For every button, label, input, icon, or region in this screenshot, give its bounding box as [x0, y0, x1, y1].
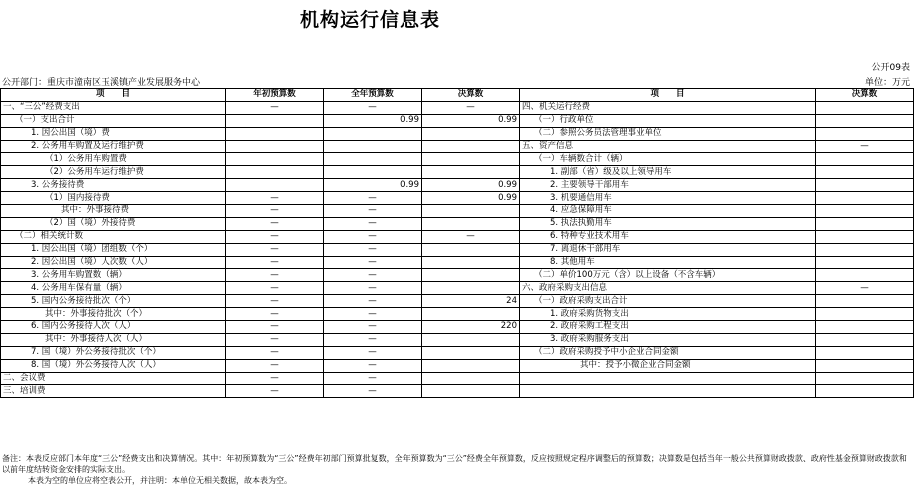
table-cell-c: [422, 359, 520, 372]
table-row: [1, 166, 914, 179]
table-cell-d: [816, 153, 914, 166]
table-cell-d: [816, 295, 914, 308]
table-cell-c: [422, 166, 520, 179]
table-cell-r: 5. 执法执勤用车: [520, 217, 816, 230]
table-cell-l: （二）相关统计数: [1, 230, 226, 243]
table-cell-c: [422, 385, 520, 398]
table-row: [1, 230, 914, 243]
table-cell-c: [422, 333, 520, 346]
table-cell-r: 六、政府采购支出信息: [520, 282, 816, 295]
table-cell-d: [816, 179, 914, 192]
table-cell-d: [816, 166, 914, 179]
table-cell-a: —: [226, 230, 324, 243]
table-row: [1, 372, 914, 385]
table-cell-c: [422, 269, 520, 282]
table-cell-l: 其中：外事接待批次（个）: [1, 308, 226, 321]
table-row: [1, 205, 914, 218]
table-cell-b: —: [324, 269, 422, 282]
table-cell-d: [816, 114, 914, 127]
table-cell-c: [422, 282, 520, 295]
table-cell-a: —: [226, 359, 324, 372]
table-cell-l: 8. 国（境）外公务接待人次（人）: [1, 359, 226, 372]
table-cell-b: —: [324, 243, 422, 256]
table-cell-b: —: [324, 321, 422, 334]
table-cell-l: （1）国内接待费: [1, 192, 226, 205]
table-cell-r: 1. 政府采购货物支出: [520, 308, 816, 321]
table-cell-l: 3. 公务接待费: [1, 179, 226, 192]
table-cell-a: —: [226, 192, 324, 205]
table-cell-l: 1. 因公出国（境）团组数（个）: [1, 243, 226, 256]
table-cell-c: [422, 346, 520, 359]
page-title: 机构运行信息表: [299, 9, 440, 31]
table-cell-c: 0.99: [422, 179, 520, 192]
table-row: [1, 192, 914, 205]
header-begin-budget: 年初预算数: [226, 89, 324, 102]
table-row: [1, 153, 914, 166]
table-cell-r: 2. 主要领导干部用车: [520, 179, 816, 192]
table-cell-c: 220: [422, 321, 520, 334]
table-cell-a: —: [226, 217, 324, 230]
table-cell-d: [816, 321, 914, 334]
table-cell-a: —: [226, 256, 324, 269]
table-row: [1, 217, 914, 230]
table-cell-l: （1）公务用车购置费: [1, 153, 226, 166]
table-cell-b: —: [324, 230, 422, 243]
table-cell-a: —: [226, 385, 324, 398]
table-row: [1, 295, 914, 308]
table-cell-b: [324, 153, 422, 166]
table-cell-c: [422, 308, 520, 321]
table-cell-d: [816, 127, 914, 140]
table-cell-a: —: [226, 333, 324, 346]
table-cell-c: 24: [422, 295, 520, 308]
department-label: 公开部门：重庆市潼南区玉溪镇产业发展服务中心: [2, 78, 201, 88]
table-cell-r: 1. 副部（省）级及以上领导用车: [520, 166, 816, 179]
table-cell-l: 一、“三公”经费支出: [1, 101, 226, 114]
table-cell-b: 0.99: [324, 114, 422, 127]
table-cell-l: 2. 因公出国（境）人次数（人）: [1, 256, 226, 269]
unit-label: 单位：万元: [864, 78, 910, 88]
table-cell-d: [816, 333, 914, 346]
table-cell-r: [520, 385, 816, 398]
table-cell-b: [324, 166, 422, 179]
table-cell-c: [422, 127, 520, 140]
table-cell-l: （一）支出合计: [1, 114, 226, 127]
table-cell-r: 2. 政府采购工程支出: [520, 321, 816, 334]
table-cell-r: 4. 应急保障用车: [520, 205, 816, 218]
table-cell-b: [324, 127, 422, 140]
table-cell-a: [226, 140, 324, 153]
table-cell-d: —: [816, 140, 914, 153]
table-cell-d: [816, 256, 914, 269]
table-cell-a: —: [226, 205, 324, 218]
table-cell-b: —: [324, 385, 422, 398]
table-cell-a: —: [226, 243, 324, 256]
table-cell-d: [816, 101, 914, 114]
table-cell-a: —: [226, 101, 324, 114]
table-cell-b: —: [324, 359, 422, 372]
header-item: 项 目: [1, 89, 226, 102]
table-cell-l: 2. 公务用车购置及运行维护费: [1, 140, 226, 153]
table-row: [1, 346, 914, 359]
table-cell-a: [226, 127, 324, 140]
table-cell-a: [226, 166, 324, 179]
table-cell-r: [520, 372, 816, 385]
table-cell-r: 3. 政府采购服务支出: [520, 333, 816, 346]
form-number: 公开09表: [871, 63, 910, 73]
table-cell-a: —: [226, 295, 324, 308]
note-line-2: 本表为空的单位应将空表公开，并注明：本单位无相关数据，故本表为空。: [28, 476, 292, 485]
table-cell-d: [816, 217, 914, 230]
table-cell-r: 3. 机要通信用车: [520, 192, 816, 205]
table-cell-l: 3. 公务用车购置数（辆）: [1, 269, 226, 282]
table-cell-r: （二）政府采购授予中小企业合同金额: [520, 346, 816, 359]
table-cell-r: 7. 离退休干部用车: [520, 243, 816, 256]
table-cell-b: —: [324, 101, 422, 114]
table-cell-r: （二）参照公务员法管理事业单位: [520, 127, 816, 140]
table-cell-c: [422, 372, 520, 385]
table-cell-a: —: [226, 346, 324, 359]
table-cell-l: 4. 公务用车保有量（辆）: [1, 282, 226, 295]
table-row: [1, 114, 914, 127]
table-cell-c: [422, 205, 520, 218]
table-cell-a: [226, 179, 324, 192]
table-cell-a: [226, 153, 324, 166]
table-cell-r: 四、机关运行经费: [520, 101, 816, 114]
table-cell-r: （二）单价100万元（含）以上设备（不含车辆）: [520, 269, 816, 282]
table-cell-d: [816, 359, 914, 372]
table-row: [1, 282, 914, 295]
operation-info-table: [0, 88, 914, 398]
table-cell-l: 二、会议费: [1, 372, 226, 385]
table-cell-a: —: [226, 308, 324, 321]
table-cell-a: —: [226, 321, 324, 334]
header-final-2: 决算数: [816, 89, 914, 102]
table-cell-b: —: [324, 308, 422, 321]
table-row: [1, 359, 914, 372]
table-cell-b: —: [324, 282, 422, 295]
table-cell-d: [816, 308, 914, 321]
table-cell-b: —: [324, 333, 422, 346]
table-cell-b: —: [324, 217, 422, 230]
table-cell-c: —: [422, 101, 520, 114]
table-row: [1, 179, 914, 192]
table-cell-c: —: [422, 230, 520, 243]
table-cell-b: —: [324, 256, 422, 269]
table-cell-c: [422, 256, 520, 269]
table-cell-d: —: [816, 282, 914, 295]
table-cell-c: [422, 153, 520, 166]
header-full-budget: 全年预算数: [324, 89, 422, 102]
table-row: [1, 321, 914, 334]
note-line-1: 备注：本表反应部门本年度“三公”经费支出和决算情况。其中：年初预算数为“三公”经费年初部门预算批复数，全年预算数为“三公”经费全年预算数，反应按照规定程序调整后的预算数；决算数是包括当年一般公共预算财政拨款、政府性基金预算财政拨款和以前年度结转资金安排的实际支出。: [2, 454, 907, 474]
table-cell-r: 6. 特种专业技术用车: [520, 230, 816, 243]
table-cell-a: [226, 114, 324, 127]
table-row: [1, 385, 914, 398]
table-cell-b: 0.99: [324, 179, 422, 192]
table-row: [1, 256, 914, 269]
table-cell-a: —: [226, 372, 324, 385]
table-cell-a: —: [226, 269, 324, 282]
table-cell-r: （一）政府采购支出合计: [520, 295, 816, 308]
table-cell-c: [422, 243, 520, 256]
table-cell-l: （2）公务用车运行维护费: [1, 166, 226, 179]
table-row: [1, 140, 914, 153]
table-cell-l: 7. 国（境）外公务接待批次（个）: [1, 346, 226, 359]
table-cell-l: 其中：外事接待人次（人）: [1, 333, 226, 346]
table-cell-d: [816, 269, 914, 282]
table-cell-c: [422, 140, 520, 153]
table-cell-r: （一）行政单位: [520, 114, 816, 127]
table-cell-c: [422, 217, 520, 230]
table-cell-b: —: [324, 372, 422, 385]
table-cell-d: [816, 346, 914, 359]
table-row: [1, 308, 914, 321]
notes: [2, 453, 910, 486]
table-cell-l: 1. 因公出国（境）费: [1, 127, 226, 140]
table-cell-b: —: [324, 346, 422, 359]
table-cell-l: 5. 国内公务接待批次（个）: [1, 295, 226, 308]
table-cell-d: [816, 230, 914, 243]
table-cell-d: [816, 205, 914, 218]
table-cell-r: 五、资产信息: [520, 140, 816, 153]
table-cell-d: [816, 243, 914, 256]
table-row: [1, 269, 914, 282]
table-row: [1, 101, 914, 114]
table-cell-r: 其中：授予小微企业合同金额: [520, 359, 816, 372]
table-row: [1, 243, 914, 256]
table-cell-b: —: [324, 192, 422, 205]
table-cell-d: [816, 385, 914, 398]
header-final: 决算数: [422, 89, 520, 102]
header-row: [1, 89, 914, 102]
table-cell-c: 0.99: [422, 114, 520, 127]
table-cell-b: —: [324, 295, 422, 308]
table-cell-d: [816, 192, 914, 205]
table-cell-a: —: [226, 282, 324, 295]
table-cell-b: [324, 140, 422, 153]
table-row: [1, 127, 914, 140]
table-cell-r: （一）车辆数合计（辆）: [520, 153, 816, 166]
table-cell-c: 0.99: [422, 192, 520, 205]
table-cell-r: 8. 其他用车: [520, 256, 816, 269]
table-cell-d: [816, 372, 914, 385]
table-cell-l: 三、培训费: [1, 385, 226, 398]
table-row: [1, 333, 914, 346]
table-cell-b: —: [324, 205, 422, 218]
table-cell-l: （2）国（境）外接待费: [1, 217, 226, 230]
table-cell-l: 其中：外事接待费: [1, 205, 226, 218]
header-item-2: 项 目: [520, 89, 816, 102]
table-cell-l: 6. 国内公务接待人次（人）: [1, 321, 226, 334]
